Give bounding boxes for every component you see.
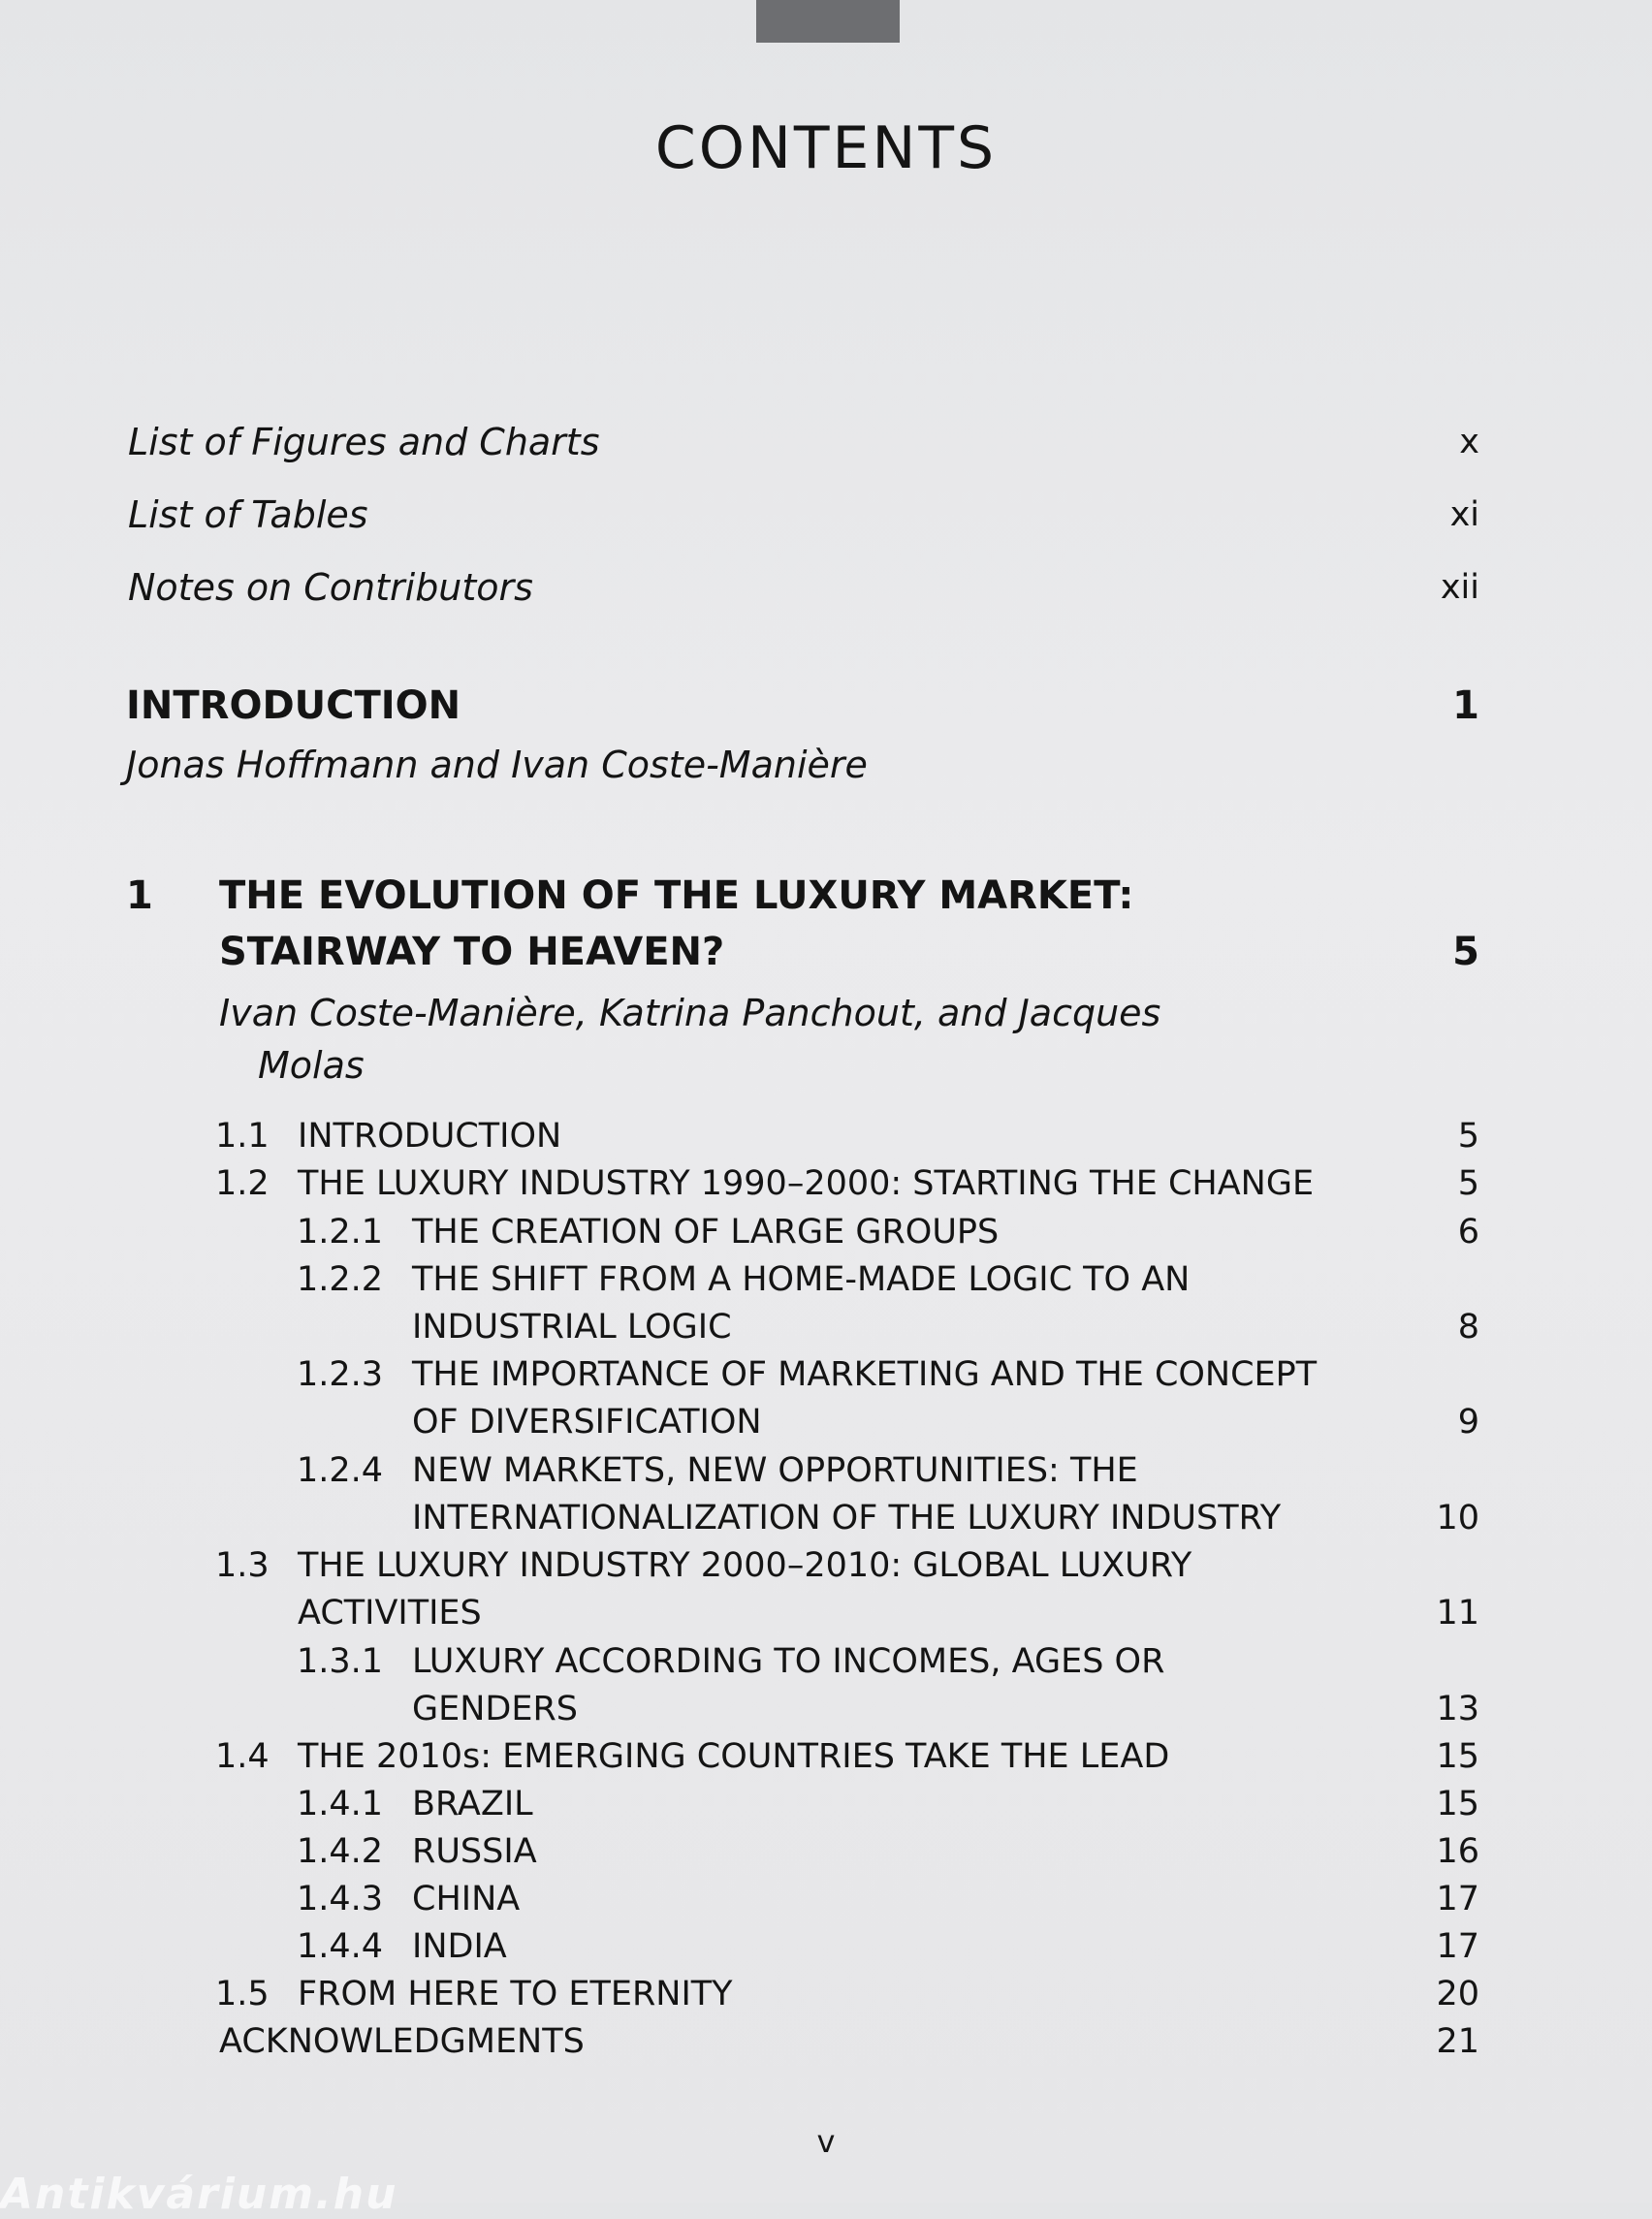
section-page: 8 xyxy=(1457,1308,1479,1347)
section-page: 15 xyxy=(1436,1737,1479,1776)
section-number: 1.4 xyxy=(215,1737,270,1776)
section-title: THE LUXURY INDUSTRY 1990–2000: STARTING THE CHANGE xyxy=(298,1164,1315,1203)
section-number: 1.4.2 xyxy=(297,1832,384,1871)
section-number: 1.2.1 xyxy=(297,1213,384,1252)
section-title: NEW MARKETS, NEW OPPORTUNITIES: THE xyxy=(412,1451,1138,1490)
toc-entry-page: xii xyxy=(1440,568,1479,607)
section-number: 1.2 xyxy=(215,1164,270,1203)
introduction-page: 1 xyxy=(1452,683,1479,728)
section-page: 13 xyxy=(1436,1690,1479,1728)
section-title: INDIA xyxy=(412,1927,507,1966)
section-page: 17 xyxy=(1436,1880,1479,1918)
page-number: v xyxy=(816,2123,836,2160)
section-title: THE IMPORTANCE OF MARKETING AND THE CONCEPT xyxy=(412,1355,1318,1394)
toc-entry-label: Notes on Contributors xyxy=(128,566,533,609)
section-page: 5 xyxy=(1457,1164,1479,1203)
chapter-title-line2: STAIRWAY TO HEAVEN? xyxy=(219,930,725,974)
section-number: 1.1 xyxy=(215,1117,270,1156)
section-number: 1.2.3 xyxy=(297,1355,384,1394)
section-page: 15 xyxy=(1436,1785,1479,1823)
page-title: CONTENTS xyxy=(654,114,998,182)
section-title-continued: ACTIVITIES xyxy=(298,1594,482,1633)
introduction-title: INTRODUCTION xyxy=(126,683,461,728)
section-page: 20 xyxy=(1436,1975,1479,2013)
section-title: THE SHIFT FROM A HOME-MADE LOGIC TO AN xyxy=(412,1260,1191,1299)
toc-entry-label: List of Tables xyxy=(128,493,368,536)
section-title: THE LUXURY INDUSTRY 2000–2010: GLOBAL LUXURY xyxy=(298,1546,1192,1585)
section-page: 10 xyxy=(1436,1499,1479,1537)
chapter-title-line1: THE EVOLUTION OF THE LUXURY MARKET: xyxy=(219,873,1134,918)
section-title: FROM HERE TO ETERNITY xyxy=(298,1975,733,2013)
section-title: INTRODUCTION xyxy=(298,1117,562,1156)
section-number: 1.2.4 xyxy=(297,1451,384,1490)
section-title-continued: OF DIVERSIFICATION xyxy=(412,1403,762,1442)
section-number: 1.4.1 xyxy=(297,1785,384,1823)
section-page: 5 xyxy=(1457,1117,1479,1156)
acknowledgments-page: 21 xyxy=(1436,2022,1479,2061)
section-title: THE 2010s: EMERGING COUNTRIES TAKE THE LEAD xyxy=(298,1737,1170,1776)
section-title: RUSSIA xyxy=(412,1832,537,1871)
chapter-page: 5 xyxy=(1452,930,1479,974)
section-title: LUXURY ACCORDING TO INCOMES, AGES OR xyxy=(412,1642,1165,1681)
chapter-authors-line1: Ivan Coste-Manière, Katrina Panchout, and Jacques xyxy=(219,992,1161,1034)
section-page: 6 xyxy=(1457,1213,1479,1252)
chapter-number: 1 xyxy=(126,873,153,918)
section-title: THE CREATION OF LARGE GROUPS xyxy=(412,1213,1000,1252)
section-title-continued: INTERNATIONALIZATION OF THE LUXURY INDUSTRY xyxy=(412,1499,1282,1537)
section-number: 1.2.2 xyxy=(297,1260,384,1299)
acknowledgments-label: ACKNOWLEDGMENTS xyxy=(219,2022,585,2061)
section-number: 1.3 xyxy=(215,1546,270,1585)
section-page: 16 xyxy=(1436,1832,1479,1871)
introduction-authors: Jonas Hoffmann and Ivan Coste-Manière xyxy=(126,744,868,786)
section-number: 1.4.3 xyxy=(297,1880,384,1918)
toc-entry-page: xi xyxy=(1449,495,1479,534)
section-number: 1.4.4 xyxy=(297,1927,384,1966)
section-page: 17 xyxy=(1436,1927,1479,1966)
section-number: 1.3.1 xyxy=(297,1642,384,1681)
section-page: 11 xyxy=(1436,1594,1479,1633)
toc-entry-page: x xyxy=(1459,423,1479,461)
section-page: 9 xyxy=(1457,1403,1479,1442)
section-title: CHINA xyxy=(412,1880,521,1918)
toc-entry-label: List of Figures and Charts xyxy=(128,421,600,463)
chapter-authors-line2: Molas xyxy=(258,1044,365,1087)
decorative-tab xyxy=(756,0,900,43)
section-number: 1.5 xyxy=(215,1975,270,2013)
section-title-continued: GENDERS xyxy=(412,1690,579,1728)
section-title-continued: INDUSTRIAL LOGIC xyxy=(412,1308,732,1347)
watermark: Antikvárium.hu xyxy=(0,2170,398,2219)
section-title: BRAZIL xyxy=(412,1785,533,1823)
